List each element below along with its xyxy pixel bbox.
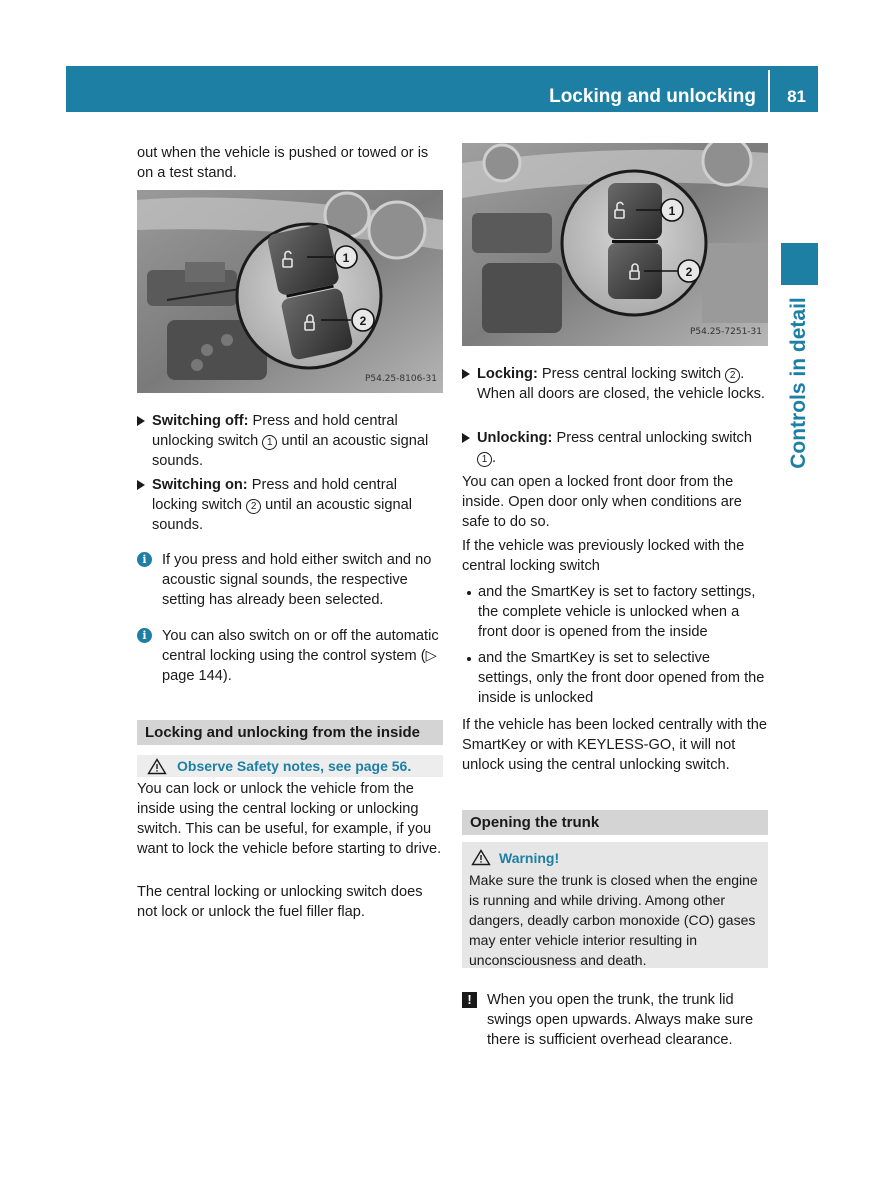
warning-triangle-icon [471, 849, 491, 866]
page-title: Locking and unlocking [549, 86, 756, 107]
switch-illustration-1 [137, 190, 443, 393]
caution-note: ! When you open the trunk, the trunk lid swings open upwards. Always make sure there is sufficient overhead clearance. [462, 990, 768, 1050]
arrow-bullet-icon [137, 416, 145, 426]
chapter-label: Controls in detail [787, 297, 810, 469]
chapter-tab-marker [781, 243, 818, 285]
arrow-bullet-icon [462, 433, 470, 443]
bullet-dot-icon [467, 657, 471, 661]
door-panel-photo [137, 190, 443, 393]
page-header-bar [66, 66, 818, 112]
bullet-switching-off: Switching off: Press and hold central unlocking switch 1 until an acoustic signal sounds. [137, 411, 443, 471]
arrow-bullet-icon [137, 480, 145, 490]
callout-ref: 2 [246, 499, 261, 514]
callout-2: 2 [685, 265, 693, 279]
info-note-2: i You can also switch on or off the automatic central locking using the control system (▷ page 144). [137, 626, 443, 686]
safety-notice: Observe Safety notes, see page 56. [137, 755, 443, 777]
bullet-unlocking: Unlocking: Press central unlocking switch 1 . [462, 428, 768, 468]
warning-box [462, 842, 768, 968]
callout-1: 1 [342, 251, 350, 265]
list-item: and the SmartKey is set to factory settings, the complete vehicle is unlocked when a front door is opened from the inside [462, 582, 768, 642]
info-icon: i [137, 552, 152, 567]
section-heading-inside: Locking and unlocking from the inside [137, 720, 443, 745]
bullet-dot-icon [467, 591, 471, 595]
header-divider [768, 70, 770, 112]
intro-paragraph: out when the vehicle is pushed or towed or is on a test stand. [137, 145, 429, 181]
paragraph-inside-2: The central locking or unlocking switch does not lock or unlock the fuel filler flap. [137, 884, 423, 920]
paragraph-keyless: If the vehicle has been locked centrally with the SmartKey or with KEYLESS-GO, it will not unlock using the central unlocking switch. [462, 717, 768, 773]
page-number: 81 [787, 87, 806, 106]
callout-ref: 1 [477, 452, 492, 467]
arrow-bullet-icon [462, 369, 470, 379]
bullet-switching-on: Switching on: Press and hold central locking switch 2 until an acoustic signal sounds. [137, 475, 443, 535]
paragraph-previously-locked: If the vehicle was previously locked with the central locking switch [462, 538, 745, 574]
list-item: and the SmartKey is set to selective settings, only the front door opened from the inside is unlocked [462, 648, 768, 708]
warning-text: Make sure the trunk is closed when the engine is running and while driving. Among other dangers, deadly carbon monoxide (CO) gases may enter vehicle interior resulting in unconsciousness and death. [469, 872, 758, 968]
bullet-locking: Locking: Press central locking switch 2 . When all doors are closed, the vehicle locks. [462, 364, 768, 404]
warning-heading: Warning! [469, 846, 761, 870]
callout-2: 2 [359, 314, 367, 328]
door-panel-photo [462, 143, 768, 346]
image-code: P54.25-7251-31 [689, 327, 762, 337]
paragraph-open-door: You can open a locked front door from the inside. Open door only when conditions are safe to do so. [462, 474, 742, 530]
warning-triangle-icon [147, 758, 167, 775]
switch-illustration-2 [462, 143, 768, 346]
callout-ref: 1 [262, 435, 277, 450]
paragraph-inside-1: You can lock or unlock the vehicle from the inside using the central locking or unlocking switch. This can be useful, for example, if you want to lock the vehicle before starting to drive. [137, 781, 442, 857]
exclamation-icon: ! [462, 992, 477, 1008]
image-code: P54.25-8106-31 [364, 374, 437, 384]
callout-1: 1 [668, 204, 676, 218]
callout-ref: 2 [725, 368, 740, 383]
info-icon: i [137, 628, 152, 643]
section-heading-trunk: Opening the trunk [462, 810, 768, 835]
info-note-1: i If you press and hold either switch and no acoustic signal sounds, the respective setting has already been selected. [137, 550, 443, 610]
